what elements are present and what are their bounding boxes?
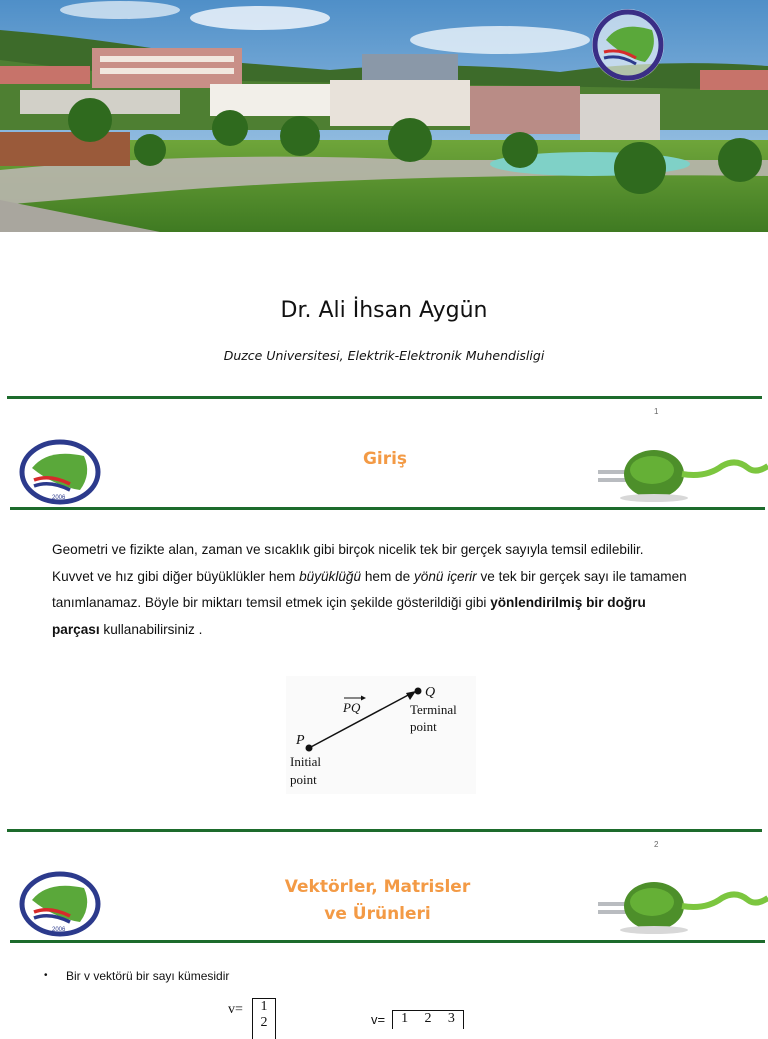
paragraph-line-1: Geometri ve fizikte alan, zaman ve sıcaklık gibi birçok nicelik tek bir gerçek sayıyla temsil edilebilir. <box>52 542 644 557</box>
row-vector-entry: 1 <box>401 1011 409 1026</box>
university-logo <box>18 438 104 506</box>
paragraph-line-3 <box>52 590 742 617</box>
text-bold: yönlendirilmiş bir doğru <box>490 595 646 610</box>
row-vector <box>392 1010 464 1029</box>
text-run: tanımlanamaz. Böyle bir miktarı temsil etmek için şekilde gösterildiği gibi <box>52 595 491 610</box>
green-plug-image <box>596 432 768 504</box>
initial-label-1: Initial <box>290 754 322 769</box>
label-q: Q <box>425 685 436 700</box>
campus-banner-photo <box>0 0 768 232</box>
text-run: hem de <box>361 568 414 584</box>
slide-separator-bottom-2 <box>10 940 765 943</box>
text-emphasis: yönü içerir <box>413 568 477 584</box>
column-vector-entry: 2 <box>260 1015 268 1030</box>
label-p: P <box>296 733 305 748</box>
point-p <box>306 745 313 752</box>
vector-label-pq: PQ <box>343 700 361 715</box>
green-plug-image <box>596 864 768 936</box>
column-vector-entry: 1 <box>260 999 268 1014</box>
column-vector <box>252 998 276 1039</box>
page-number-2: 2 <box>654 840 659 849</box>
slide-title-line-2: ve Ürünleri <box>324 904 431 924</box>
author-affiliation: Duzce Universitesi, Elektrik-Elektronik Muhendisligi <box>223 348 545 363</box>
page-number-1: 1 <box>654 407 659 416</box>
row-vector-label: v= <box>371 1012 386 1027</box>
slide-separator-bottom-1 <box>10 507 765 510</box>
author-name: Dr. Ali İhsan Aygün <box>280 298 488 323</box>
text-run: Kuvvet ve hız gibi diğer büyüklükler hem <box>52 568 300 584</box>
banner-university-logo <box>592 9 664 81</box>
slide-title-line-1: Vektörler, Matrisler <box>284 877 471 897</box>
text-run: ve tek bir gerçek sayı ile tamamen <box>476 568 687 584</box>
bullet-dot-icon: • <box>44 970 48 981</box>
slide-title-vektorler <box>255 874 500 928</box>
row-vector-entry: 3 <box>447 1011 455 1026</box>
text-bold: parçası <box>52 621 100 637</box>
initial-label-2: point <box>290 772 317 787</box>
slide-separator-top-1 <box>7 396 762 399</box>
terminal-label-2: point <box>410 719 437 734</box>
text-emphasis: büyüklüğü <box>299 568 362 584</box>
column-vector-label: v= <box>228 1002 243 1017</box>
bullet-text: Bir v vektörü bir sayı kümesidir <box>66 969 230 983</box>
point-q <box>415 688 422 695</box>
intro-paragraph <box>52 537 742 643</box>
directed-segment-figure <box>286 676 476 794</box>
row-vector-entry: 2 <box>424 1011 432 1026</box>
paragraph-line-2 <box>52 564 742 591</box>
paragraph-line-4 <box>52 617 742 644</box>
slide-separator-top-2 <box>7 829 762 832</box>
logo-year-2: 2006 <box>52 927 66 933</box>
university-logo <box>18 870 104 938</box>
terminal-label-1: Terminal <box>410 702 457 717</box>
logo-year-1: 2006 <box>52 495 66 501</box>
slide-title-giris: Giriş <box>362 449 408 469</box>
text-run: kullanabilirsiniz . <box>99 621 203 637</box>
